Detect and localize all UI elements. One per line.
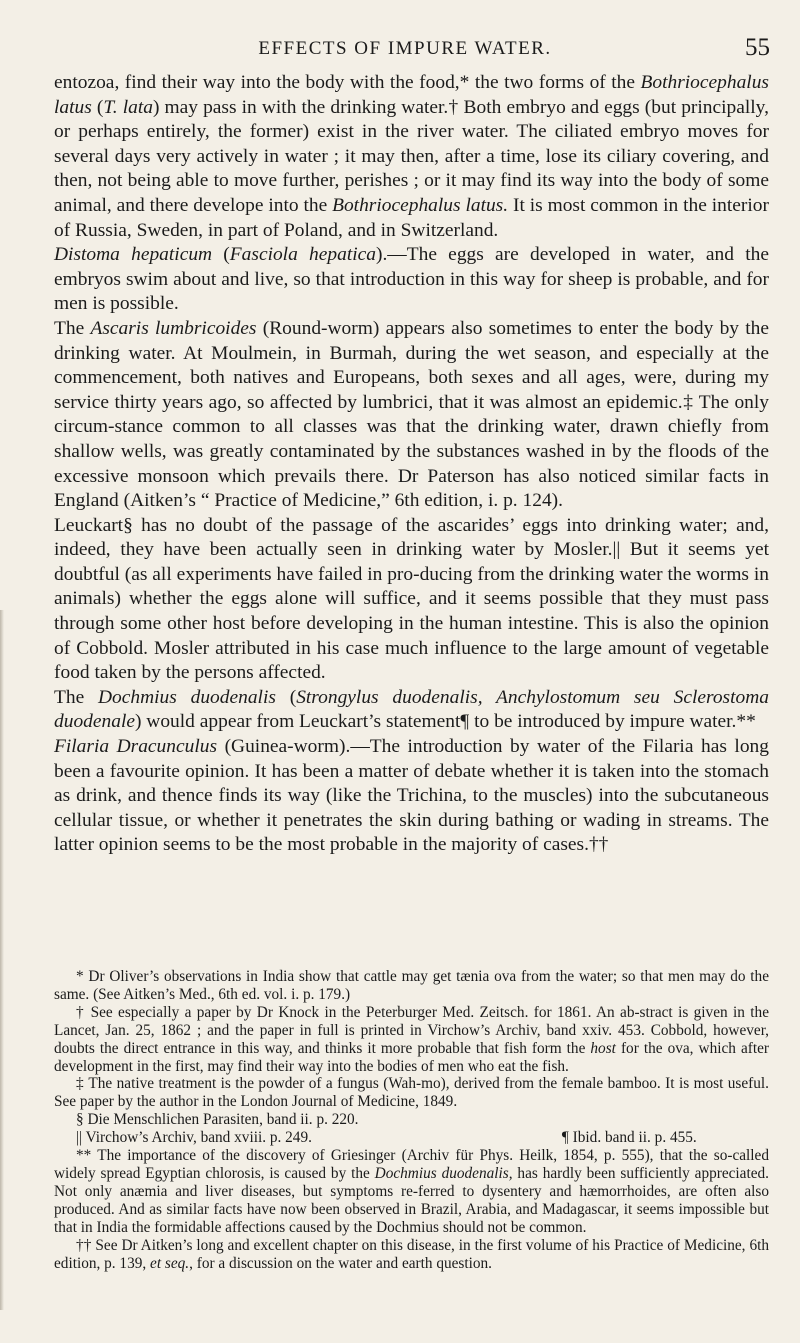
text-run: , for a discussion on the water and earth question. xyxy=(189,1254,493,1272)
footnote-5a: || Virchow’s Archiv, band xviii. p. 249. xyxy=(76,1129,312,1147)
italic-run: host xyxy=(590,1039,616,1057)
text-run: for the ova, which after development in the first, may find their way into the bodies of men who eat the fish. xyxy=(54,1039,769,1075)
text-run: (Round-worm) appears also sometimes to enter the body by the drinking water. At Moulmein, in Burmah, during the wet season, and especially at the commencement, both natives and Europeans, both sexes and all ages, were, during my service thirty years ago, so affected by lumbrici, that it was almost an epidemic.‡ The only circum-stance common to all classes was that the drinking water, drawn chiefly from shallow wells, was greatly contaminated by the substances washed in by the floods of the excessive monsoon which prevails there. Dr Paterson has also noticed similar facts in England (Aitken’s “ Practice of Medicine,” 6th edition, i. p. 124). xyxy=(54,317,769,512)
italic-run: et seq. xyxy=(150,1254,190,1272)
body-text xyxy=(54,71,769,858)
text-run: Leuckart§ has no doubt of the passage of the ascarides’ eggs into drinking water; and, indeed, they have been actually seen in drinking water by Mosler.|| But it seems yet doubtful (as all experiments have failed in pro-ducing from the drinking water the worms in animals) whether the eggs alone will suffice, and it seems possible that they must pass through some other host before developing in the human intestine. This is also the opinion of Cobbold. Mosler attributed in his case much influence to the large amount of vegetable food taken by the persons affected. xyxy=(54,514,769,684)
text-run: The xyxy=(54,686,98,708)
footnote-5b: ¶ Ibid. band ii. p. 455. xyxy=(561,1129,697,1147)
text-run: entozoa, find their way into the body with the food,* the two forms of the xyxy=(54,72,641,93)
italic-run: Filaria Dracunculus xyxy=(54,736,218,758)
running-head: EFFECTS OF IMPURE WATER. xyxy=(258,38,552,59)
text-run: ( xyxy=(91,96,104,118)
italic-run: T. lata xyxy=(103,96,153,118)
italic-run: Bothriocephalus latus. xyxy=(332,194,509,216)
text-run: † See especially a paper by Dr Knock in the Peterburger Med. Zeitsch. for 1861. An ab-stract is given in the Lancet, Jan. 25, 1862 ; and the paper in full is printed in Virchow’s Archiv, band xxiv. 453. Cobbold, however, doubts the direct entrance in this way, and thinks it more probable that fish form the xyxy=(54,1003,769,1057)
paragraph-leuckart xyxy=(54,514,769,686)
footnote-3: ‡ The native treatment is the powder of a fungus (Wah-mo), derived from the female bamboo. It is most useful. See paper by the author in the London Journal of Medicine, 1849. xyxy=(54,1075,769,1111)
page-gutter-shadow xyxy=(0,610,4,1310)
italic-run: Distoma hepaticum xyxy=(54,244,213,266)
italic-run: Dochmius duodenalis, xyxy=(374,1164,513,1182)
italic-run: Ascaris lumbricoides xyxy=(90,317,257,339)
footnote-7 xyxy=(54,1237,769,1273)
footnote-4: § Die Menschlichen Parasiten, band ii. p. 220. xyxy=(76,1111,359,1129)
text-run: ** The importance of the discovery of Griesinger (Archiv für Phys. Heilk, 1854, p. 555), that the so-called widely spread Egyptian chlorosis, is caused by the xyxy=(54,1147,769,1182)
page-number: 55 xyxy=(745,34,770,61)
paragraph-distoma xyxy=(54,243,769,317)
footnotes xyxy=(54,968,769,1272)
text-run: (Guinea-worm).—The introduction by water of the Filaria has long been a favourite opinion. It has been a matter of debate whether it is taken into the stomach as drink, and thence finds its way (like the Trichina, to the muscles) into the subcutaneous cellular tissue, or whether it penetrates the skin during bathing or wading in streams. The latter opinion seems to be the most probable in the majority of cases.†† xyxy=(54,736,769,856)
paragraph-bothriocephalus xyxy=(54,71,769,243)
italic-run: Fasciola hepatica xyxy=(229,244,376,266)
footnote-2 xyxy=(54,1004,769,1076)
paragraph-dochmius xyxy=(54,686,769,735)
text-run: †† See Dr Aitken’s long and excellent chapter on this disease, in the first volume of his Practice of Medicine, 6th edition, p. 139, xyxy=(54,1236,769,1272)
paragraph-filaria xyxy=(54,735,769,858)
paragraph-ascaris xyxy=(54,317,769,514)
text-run: The xyxy=(54,317,91,339)
text-run: ).—The eggs are developed in water, and the embryos swim about and live, so that introduction in this way for sheep is probable, and for men is possible. xyxy=(54,244,769,315)
text-run: ) would appear from Leuckart’s statement¶ to be introduced by impure water.** xyxy=(134,711,756,733)
text-run: It is most common in the interior of Russia, Sweden, in part of Poland, and in Switzerland. xyxy=(54,194,769,241)
text-run: ( xyxy=(275,686,297,708)
footnote-1: * Dr Oliver’s observations in India show that cattle may get tænia ova from the water; so that men may do the same. (See Aitken’s Med., 6th ed. vol. i. p. 179.) xyxy=(54,968,769,1003)
footnote-6 xyxy=(54,1147,769,1237)
text-run: ) may pass in with the drinking water.† Both embryo and eggs (but principally, or perhaps entirely, the former) exist in the river water. The ciliated embryo moves for several days very actively in water ; it may then, after a time, lose its ciliary covering, and then, not being able to move further, perishes ; or it may find its way into the body of some animal, and there develope into the xyxy=(54,96,769,216)
italic-run: Strongylus duodenalis, Anchylostomum seu Sclerostoma duodenale xyxy=(54,686,769,733)
page-header xyxy=(40,34,770,64)
text-run: has hardly been sufficiently appreciated. Not only anæmia and liver diseases, but symptoms re-ferred to dysentery and hæmorrhoides, are often also produced. And as similar facts have now been observed in Brazil, Arabia, and Madagascar, it seems impossible but that in India the formidable affections caused by the Dochmius should not be common. xyxy=(54,1164,769,1236)
italic-run: Bothriocephalus latus xyxy=(54,72,769,118)
footnote-5 xyxy=(54,1129,769,1147)
text-run: ( xyxy=(212,244,230,266)
italic-run: Dochmius duodenalis xyxy=(98,686,276,708)
